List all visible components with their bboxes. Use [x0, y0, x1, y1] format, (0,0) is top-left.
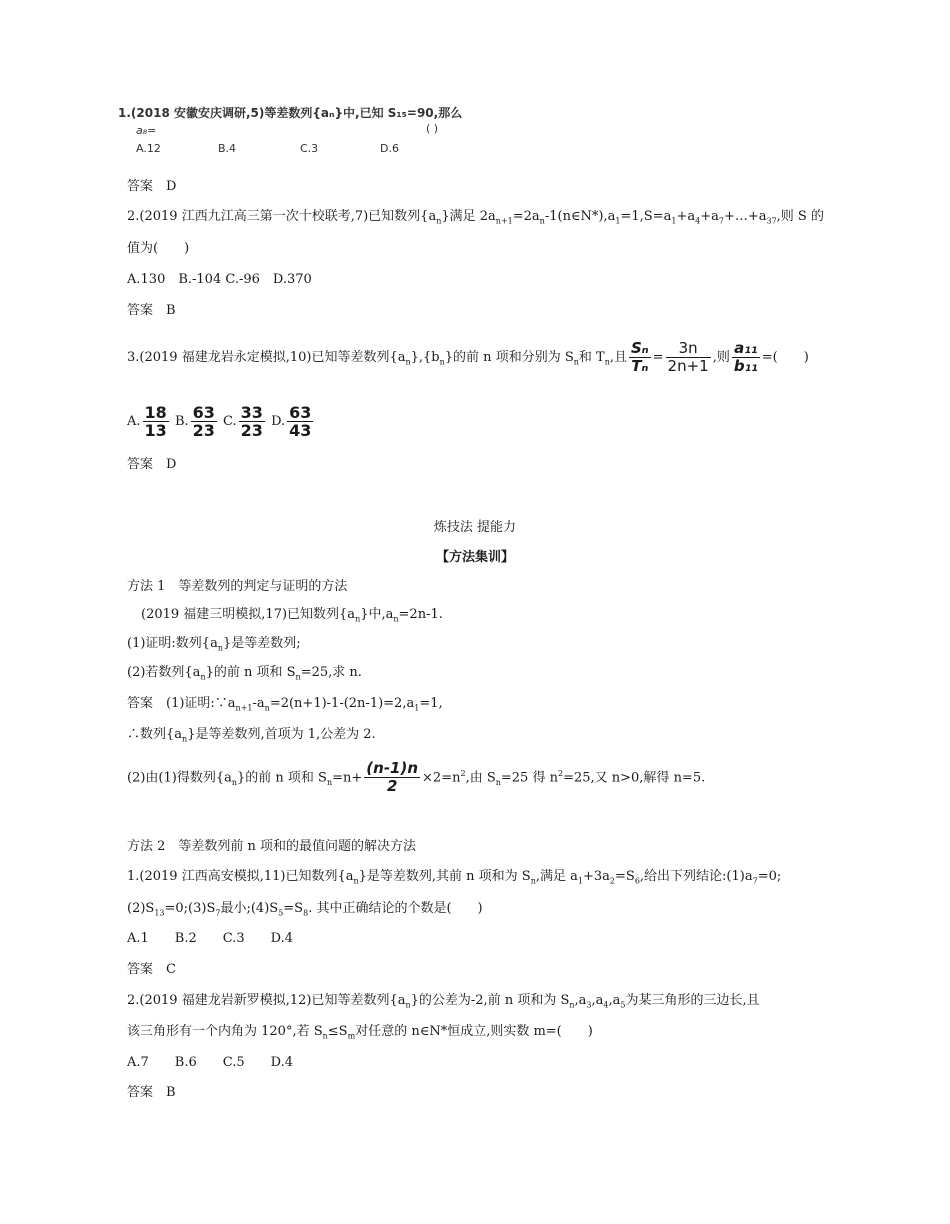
method-2-q1-line-2: $(2)S_{13}=0;(3)S_7$最小$;(4)S_5=S_8$. 其中正确结论的个数是( ) [127, 901, 483, 918]
question-3-options: A. $\frac{18}{13}$ B. $\frac{63}{23}$ C. $\frac{33}{23}$ D. $\frac{63}{43}$ [127, 403, 312, 440]
method-2-q1-options: A.1 B.2 C.3 D.4 [127, 931, 293, 946]
question-3-answer: 答案 D [127, 457, 177, 472]
question-1-answer: 答案 D [127, 179, 177, 194]
method-2-q1-line-1: 1.(2019 江西高安模拟,11)已知数列$\{a_n\}$是等差数列,其前 n 项和为 $S_n$,满足 $a_1+3a_2=S_6$,给出下列结论$:(1)a_7=0$; [127, 869, 782, 886]
question-1-paren: ( ) [426, 122, 439, 135]
option-d-fraction: $\frac{63}{43}$ [289, 403, 312, 440]
method-1-heading: 方法 1 等差数列的判定与证明的方法 [127, 579, 348, 594]
fraction-a11-b11: $\frac{\text{a₁₁}}{\text{b₁₁}}$ [733, 339, 758, 375]
question-1-scanned-image [118, 100, 478, 160]
fraction-3n-2n1: $\frac{3n}{2n+1}$ [667, 339, 709, 375]
option-c-fraction: $\frac{33}{23}$ [240, 403, 263, 440]
method-2-q2-options: A.7 B.6 C.5 D.4 [127, 1055, 293, 1070]
method-2-heading: 方法 2 等差数列前 n 项和的最值问题的解决方法 [127, 839, 417, 854]
fraction-n-1-n-over-2: $\frac{(n-1)n}{2}$ [366, 759, 419, 796]
method-2-q2-line-1: 2.(2019 福建龙岩新罗模拟,12)已知等差数列$\{a_n\}$的公差为-2,前 n 项和为 $S_n,a_3,a_4,a_5$为某三角形的三边长,且 [127, 993, 760, 1010]
section-title: 炼技法 提能力 [433, 520, 517, 535]
option-a-fraction: $\frac{18}{13}$ [144, 403, 167, 440]
section-subtitle: 【方法集训】 [435, 550, 514, 565]
method-1-answer-line-1: 答案 (1)证明$:\because a_{n+1}-a_n=2(n+1)-1-(2n-1)=2,a_1=1$, [127, 696, 443, 713]
method-2-q2-line-2: 该三角形有一个内角为 120°,若 $S_n\le S_m$对任意的 n∈N*恒成立,则实数 m=( ) [127, 1024, 593, 1041]
fraction-sn-tn: $\frac{\text{Sₙ}}{\text{Tₙ}}$ [631, 339, 649, 375]
question-1-option-d: D.6 [380, 142, 399, 155]
method-2-q2-answer: 答案 B [127, 1085, 176, 1100]
question-2-stem: 2.(2019 江西九江高三第一次十校联考,7)已知数列$\{a_n\}$满足 $2a_{n+1}=2a_n-1(n\in N*),a_1=1,S=a_1+a_4+a_7+\dots+a_{37}$,则 S 的 [127, 209, 824, 226]
question-1-option-c: C.3 [300, 142, 319, 155]
method-1-answer-line-2: ∴数列$\{a_n\}$是等差数列,首项为 1,公差为 2. [127, 727, 376, 744]
question-1-option-a: A.12 [136, 142, 161, 155]
question-3-stem: 3.(2019 福建龙岩永定模拟,10)已知等差数列$\{a_n\},\{b_n\}$的前 n 项和分别为 $S_n$和 $T_n$,且 $\frac{\text{Sₙ}}{\text{Tₙ}}$ = $\frac{3n}{2n+1}$ ,则 $\frac{\text{a₁₁}}{\text{b₁₁}}$ =( ) [127, 339, 809, 375]
method-1-stem: (2019 福建三明模拟,17)已知数列$\{a_n\}$中$,a_n=2n-1$. [141, 607, 443, 624]
method-1-part-2: (2)若数列$\{a_n\}$的前 n 项和 $S_n=25$,求 n. [127, 665, 362, 682]
method-1-part-1: (1)证明:数列$\{a_n\}$是等差数列; [127, 636, 301, 653]
option-b-fraction: $\frac{63}{23}$ [192, 403, 215, 440]
question-2-stem-line2: 值为( ) [127, 241, 190, 256]
question-2-answer: 答案 B [127, 303, 176, 318]
question-1-stem: 1.(2018 安徽安庆调研,5)等差数列{aₙ}中,已知 S₁₅=90,那么 [118, 106, 463, 120]
method-1-answer-line-3: (2)由(1)得数列$\{a_n\}$的前 n 项和 $S_n=n+$ $\frac{(n-1)n}{2}$ $\times 2=n^2$,由 $S_n=25$ 得 $n^2=25$,又 n>0,解得 n=5. [127, 759, 706, 796]
question-2-options: A.130 B.-104 C.-96 D.370 [127, 272, 312, 287]
question-1-option-b: B.4 [218, 142, 237, 155]
method-2-q1-answer: 答案 C [127, 962, 176, 977]
question-1-stem-line2: a₈= [136, 124, 157, 137]
